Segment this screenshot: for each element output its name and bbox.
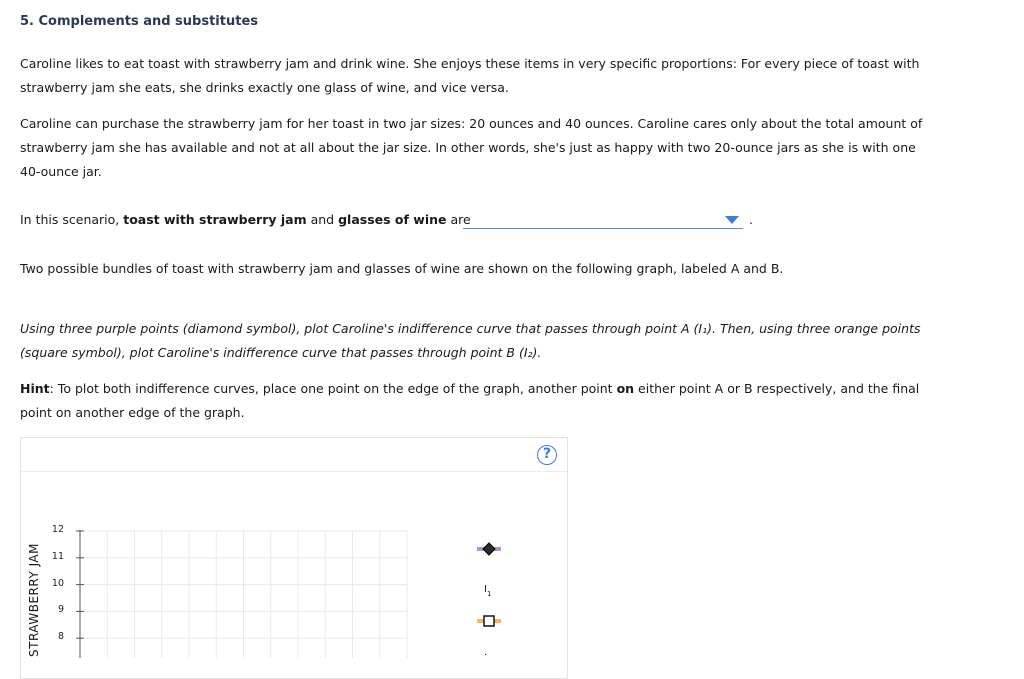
y-tick-label: 11 <box>51 550 64 562</box>
paragraph-preferences: Caroline likes to eat toast with strawberry jam and drink wine. She enjoys these items in very specific proportions: For every piece of toast with strawberry jam she eats, she drinks exactly one glass of wine, and vice versa. <box>20 56 920 95</box>
paragraph-jar-sizes: Caroline can purchase the strawberry jam for her toast in two jar sizes: 20 ounces and 40 ounces. Caroline cares only about the total amount of strawberry jam she has available and not at all about the jar size. In other words, she's just as happy with two 20-ounce jars as she is with one 40-ounce jar. <box>20 116 923 179</box>
tool-i1-label: I <box>484 584 487 595</box>
hint-label: Hint <box>20 381 50 396</box>
paragraph-bundles: Two possible bundles of toast with strawberry jam and glasses of wine are shown on the following graph, labeled A and B. <box>20 261 784 276</box>
y-tick-label: 12 <box>51 524 64 535</box>
square-icon <box>484 616 494 626</box>
question-circle-icon[interactable]: ? <box>537 445 557 465</box>
question-title: 5. Complements and substitutes <box>20 14 259 29</box>
y-tick-label: 8 <box>57 631 64 643</box>
paragraph-instruction: Using three purple points (diamond symbol), plot Caroline's indifference curve that passes through point A (I₁). Then, using three orange points (square symbol), plot Caroline's indifference curve that passes through point B (I₂). <box>20 321 921 360</box>
y-tick-label: 9 <box>57 604 64 616</box>
answer-dropdown[interactable] <box>463 210 743 229</box>
scenario-mid: and <box>306 212 339 227</box>
tool-i1-sub: 1 <box>487 590 492 598</box>
y-tick-label: 10 <box>51 577 64 589</box>
hint-text-2: either point A or B respectively, and the final point on another edge of the graph. <box>20 381 920 420</box>
y-axis-label: STRAWBERRY JAM <box>27 543 41 657</box>
hint-on: on <box>616 381 635 396</box>
scenario-prefix: In this scenario, <box>20 212 124 227</box>
caret-down-icon <box>725 216 739 224</box>
scenario-good1: toast with strawberry jam <box>123 212 307 227</box>
scenario-good2: glasses of wine <box>338 212 447 227</box>
scenario-suffix: are <box>446 212 471 227</box>
tool-i2-label: · <box>484 650 488 658</box>
hint-text-1: : To plot both indifference curves, place one point on the edge of the graph, another point <box>49 381 617 396</box>
paragraph-hint <box>20 377 940 425</box>
scenario-sentence <box>20 209 471 231</box>
graph-panel[interactable] <box>20 437 568 679</box>
graph-header <box>21 438 567 472</box>
sentence-period: . <box>749 212 753 227</box>
